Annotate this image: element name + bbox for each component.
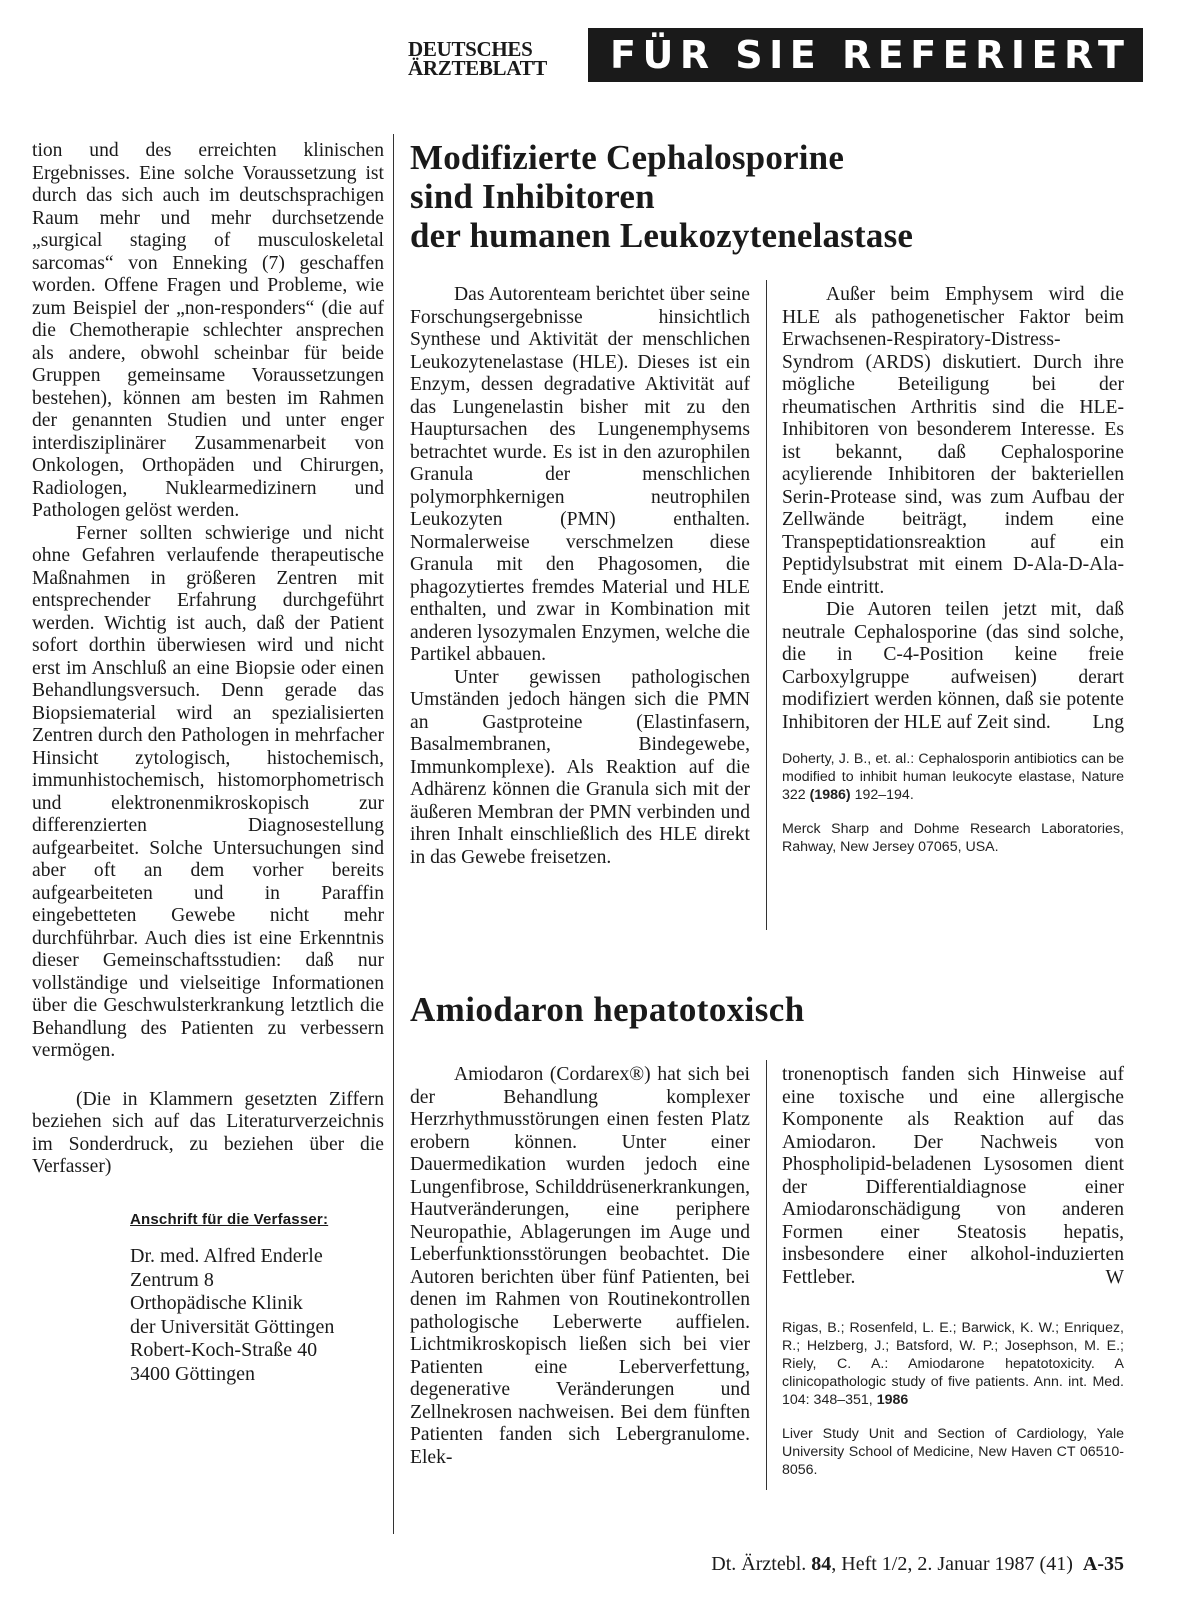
author-address [130,1245,384,1386]
article1-paragraph: Außer beim Emphysem wird die HLE als pathogenetischer Faktor beim Erwachsenen-Respiratory-Distress-Syndrom (ARDS) diskutiert. Durch ihre mögliche Beteiligung bei der rheumatischen Arthritis sind die HLE-Inhibitoren von besonderem Interesse. Es ist bekannt, daß Cephalosporine acylierende Inhibitoren der bakteriellen Serin-Protease sind, was zum Aufbau der Zellwände beiträgt, indem eine Transpeptidationsreaktion auf ein Peptidylsubstrat mit einem D-Ala-D-Ala-Ende eintritt. [782,284,1124,598]
reference-text: Rigas, B.; Rosenfeld, L. E.; Barwick, K. W.; Enriquez, R.; Helzberg, J.; Batsford, W. P.; Josephson, M. E.; Riely, C. A.: Amiodarone hepatotoxicity. A clinicopathologic study of five patients. Ann. int. Med. 104: 348–351, [782,1320,1124,1408]
left-paragraph: tion und des erreichten klinischen Ergebnisses. Eine solche Voraussetzung ist durch das sich auch im deutschsprachigen Raum mehr und mehr durchsetzende „surgical staging of musculoskeletal sarcomas“ von Enneking (7) geschaffen worden. Offene Fragen und Probleme, wie zum Beispiel der „non-responders“ (die auf die Chemotherapie schlechter ansprechen als andere, obwohl scheinbar für beide Gruppen gemeinsame Voraussetzungen bestehen), können am besten im Rahmen der genannten Studien und unter enger interdisziplinärer Zusammenarbeit von Onkologen, Orthopäden und Chirurgen, Radiologen, Nuklearmedizinern und Pathologen gelöst werden. [32,140,384,521]
article1-paragraph: Die Autoren teilen jetzt mit, daß neutrale Cephalosporine (das sind solche, die in C-4-Position keine freie Carboxylgruppe aufweisen) derart modifiziert werden können, daß sie potente Inhibitoren der HLE auf Zeit sind. [782,599,1124,733]
article2-paragraph: tronenoptisch fanden sich Hinweise auf eine toxische und eine allergische Komponente als Reaktion auf das Amiodaron. Der Nachweis von Phospholipid-beladenen Lysosomen dient der Differentialdiagnose einer Amiodaronschädigung von anderen Formen einer Steatosis hepatis, insbesondere einer alkohol-induzierten Fettleber. [782,1064,1124,1288]
article1-headline [410,138,913,255]
journal-logo [408,37,578,80]
article1-reference [782,750,1124,804]
headline-line: sind Inhibitoren [410,177,655,216]
article2-headline: Amiodaron hepatotoxisch [410,990,805,1029]
logo-line-2: ÄRZTEBLATT [408,56,547,80]
address-line: Orthopädische Klinik [130,1292,303,1314]
column-divider [393,134,394,1534]
reference-pages: 192–194. [854,787,914,803]
left-column [32,140,384,1386]
article1-paragraph: Das Autorenteam berichtet über seine Forschungsergebnisse hinsichtlich Synthese und Aktivität der menschlichen Leukozytenelastase (HLE). Dieses ist ein Enzym, dessen degradative Aktivität auf das Lungenelastin bisher mit zu den Hauptursachen des Lungenemphysems betrachtet wurde. Es ist in den azurophilen Granula der menschlichen polymorphkernigen neutrophilen Leukozyten (PMN) enthalten. Normalerweise verschmelzen diese Granula mit den Phagosomen, die phagozytiertes fremdes Material und HLE enthalten, und zwar in Kombination mit anderen lysozymalen Enzymen, welche die Partikel abbauen. [410,284,750,665]
article2-column-2 [782,1064,1124,1479]
reference-year: (1986) [809,787,851,803]
headline-line: der humanen Leukozytenelastase [410,216,914,255]
article2-signature: W [1105,1266,1124,1288]
article2-affiliation: Liver Study Unit and Section of Cardiology, Yale University School of Medicine, New Haven CT 06510-8056. [782,1426,1124,1478]
address-line: 3400 Göttingen [130,1362,255,1385]
article1-column-2 [782,284,1124,856]
reference-year: 1986 [876,1392,909,1408]
article1-column-divider [766,280,767,930]
address-line: Robert-Koch-Straße 40 [130,1339,318,1361]
footer-page-number: A-35 [1082,1553,1124,1575]
article2-column-divider [766,1060,767,1490]
footer-issue: , Heft 1/2, 2. Januar 1987 (41) [831,1553,1073,1575]
address-heading: Anschrift für die Verfasser: [130,1210,329,1228]
article1-column-1 [410,284,750,869]
article1-affiliation: Merck Sharp and Dohme Research Laboratories, Rahway, New Jersey 07065, USA. [782,821,1124,855]
left-paragraph-note: (Die in Klammern gesetzten Ziffern beziehen sich auf das Literaturverzeichnis im Sonderdruck, zu beziehen über die Verfasser) [32,1088,384,1177]
page-footer [711,1553,1124,1576]
article1-paragraph: Unter gewissen pathologischen Umständen jedoch hängen sich die PMN an Gastproteine (Elastinfasern, Basalmembranen, Bindegewebe, Immunkomplexe). Als Reaktion auf die Adhärenz können die Granula sich mit der äußeren Membran der PMN verbinden und ihren Inhalt einschließlich des HLE direkt in das Gewebe freisetzen. [410,666,750,868]
footer-volume: 84 [811,1553,832,1575]
reference-text: Doherty, J. B., et. al.: Cephalosporin antibiotics can be modified to inhibit human leukocyte elastase, Nature 322 [782,751,1124,803]
section-banner: FÜR SIE REFERIERT [588,28,1143,82]
address-line: Dr. med. Alfred Enderle [130,1245,323,1267]
address-line: der Universität Göttingen [130,1315,335,1338]
headline-line: Modifizierte Cephalosporine [410,138,845,177]
left-paragraph: Ferner sollten schwierige und nicht ohne Gefahren verlaufende therapeutische Maßnahmen in größeren Zentren mit entsprechender Erfahrung durchgeführt werden. Wichtig ist auch, daß der Patient sofort dorthin überwiesen wird und nicht erst im Anschluß an eine Biopsie oder einen Behandlungsversuch. Denn gerade das Biopsiematerial wird an spezialisierten Zentren durch den Pathologen in mehrfacher Hinsicht zytologisch, histochemisch, immunhistochemisch, histomorphometrisch und elektronenmikroskopisch zur differenzierten Diagnosestellung aufgearbeitet. Solche Untersuchungen sind aber oft an dem vorher bereits aufgearbeiteten und in Paraffin eingebetteten Gewebe nicht mehr durchführbar. Auch dies ist eine Erkenntnis dieser Gemeinschaftsstudien: daß nur vollständige und vielseitige Informationen über die Geschwulsterkrankung letztlich die Behandlung des Patienten zu verbessern vermögen. [32,522,384,1061]
article1-signature: Lng [1092,711,1124,733]
article2-paragraph: Amiodaron (Cordarex®) hat sich bei der Behandlung komplexer Herzrhythmusstörungen einen festen Platz erobern können. Unter einer Dauermedikation wurden jedoch eine Lungenfibrose, Schilddrüsenerkrankungen, Hautveränderungen, eine periphere Neuropathie, Ablagerungen im Auge und Leberfunktionsstörungen beobachtet. Die Autoren berichten über fünf Patienten, bei denen im Rahmen von Routinekontrollen pathologische Leberwerte auffielen. Lichtmikroskopisch ließen sich bei vier Patienten eine Leberverfettung, degenerative Veränderungen und Zellnekrosen nachweisen. Bei dem fünften Patienten fanden sich Lebergranulome. Elek- [410,1064,750,1468]
logo-line-1: DEUTSCHES [408,37,533,61]
article2-column-1 [410,1064,750,1469]
article2-reference [782,1319,1124,1409]
footer-journal: Dt. Ärztebl. [711,1553,807,1575]
address-line: Zentrum 8 [130,1268,214,1291]
